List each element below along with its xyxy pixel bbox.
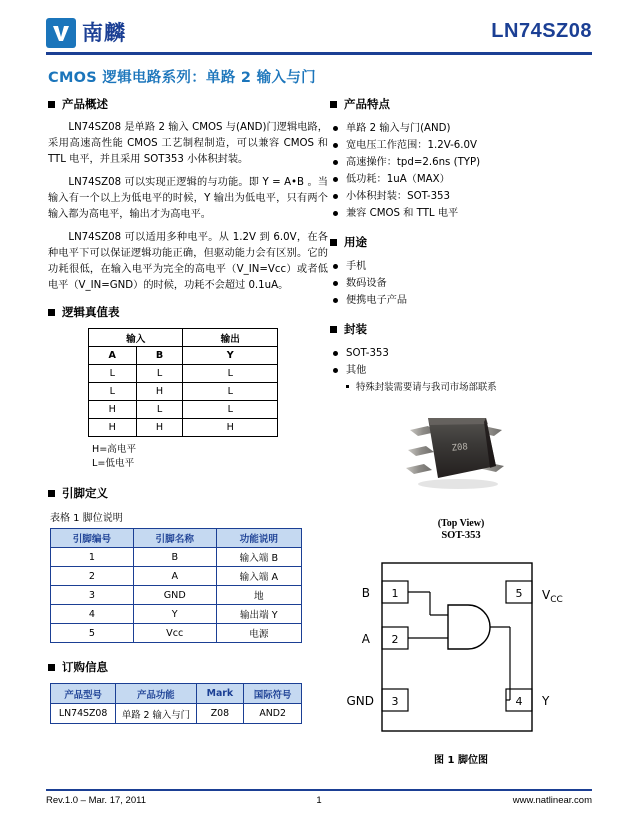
section-heading-applications-label: 用途: [344, 235, 367, 249]
section-heading-overview-label: 产品概述: [62, 97, 108, 111]
pin-cell: 地: [216, 586, 301, 605]
pin-definition-table: [50, 528, 302, 643]
list-item: 高速操作：tpd=2.6ns (TYP): [330, 154, 592, 171]
pin-cell: 3: [51, 586, 134, 605]
order-cell: AND2: [244, 704, 302, 724]
table-row: [89, 419, 278, 437]
list-item: 小体积封装：SOT-353: [330, 188, 592, 205]
section-heading-package-label: 封装: [344, 322, 367, 336]
package-photo-wrap: [330, 406, 592, 516]
section-heading-overview: [48, 96, 328, 112]
section-heading-order-info: [48, 659, 328, 675]
pin-cell: 1: [51, 548, 134, 567]
pin-cell: 输出端 Y: [216, 605, 301, 624]
section-heading-applications: [330, 234, 592, 250]
pin-cell: Y: [133, 605, 216, 624]
pin-col-number: 引脚编号: [51, 529, 134, 548]
pin-cell: 电源: [216, 624, 301, 643]
logo-mark-icon: [46, 18, 76, 48]
bullet-square-icon: [48, 664, 55, 671]
table-row: [51, 624, 302, 643]
pin-table-caption: 表格 1 脚位说明: [50, 513, 123, 524]
truth-table: [88, 328, 278, 437]
truth-cell: L: [89, 365, 137, 383]
page-footer: [46, 795, 592, 806]
pin-cell: A: [133, 567, 216, 586]
page-header: [46, 18, 592, 64]
bullet-square-icon: [330, 239, 337, 246]
truth-group-input: 输入: [89, 329, 183, 347]
svg-text:5: 5: [515, 587, 523, 600]
pin-cell: 输入端 B: [216, 548, 301, 567]
svg-text:A: A: [361, 632, 370, 646]
list-item: SOT-353: [330, 345, 592, 362]
section-heading-pin-def: [48, 485, 328, 501]
pin-diagram: [330, 555, 592, 745]
table-row: [51, 586, 302, 605]
company-name: 南麟: [82, 20, 126, 45]
footer-revision: Rev.1.0 – Mar. 17, 2011: [46, 795, 146, 806]
list-item: 低功耗：1uA（MAX）: [330, 171, 592, 188]
svg-text:GND: GND: [346, 694, 374, 708]
legend-high: H=高电平: [92, 444, 137, 455]
features-list: [330, 120, 592, 222]
truth-cell: L: [136, 365, 183, 383]
truth-cell: H: [89, 419, 137, 437]
pin-diagram-svg: [330, 555, 592, 745]
package-note: 特殊封装需要请与我司市场部联系: [330, 379, 592, 396]
svg-text:VCC: $V_{CC}$: [542, 588, 563, 605]
list-item: 单路 2 输入与门(AND): [330, 120, 592, 137]
footer-divider: [46, 789, 592, 791]
bullet-square-icon: [48, 309, 55, 316]
svg-text:1: 1: [391, 587, 399, 600]
order-info-table: [50, 683, 302, 724]
svg-text:B: B: [361, 586, 370, 600]
table-row: [89, 401, 278, 419]
bullet-square-icon: [330, 101, 337, 108]
truth-col-b: B: [136, 347, 183, 365]
figure-caption: 图 1 脚位图: [434, 755, 488, 766]
list-item: 便携电子产品: [330, 292, 592, 309]
list-item: 兼容 CMOS 和 TTL 电平: [330, 205, 592, 222]
package-photo-caption2: SOT-353: [441, 530, 481, 541]
order-col-model: 产品型号: [51, 684, 116, 704]
svg-text:3: 3: [391, 695, 399, 708]
package-photo-sot353: [392, 406, 520, 492]
truth-cell: H: [183, 419, 278, 437]
part-number: LN74SZ08: [491, 20, 592, 42]
package-photo-caption: (Top View): [437, 518, 485, 529]
legend-low: L=低电平: [92, 458, 135, 469]
order-col-function: 产品功能: [116, 684, 196, 704]
pin-col-function: 功能说明: [216, 529, 301, 548]
truth-cell: H: [136, 383, 183, 401]
truth-table-legend: [92, 443, 328, 471]
svg-text:Z08: Z08: [451, 442, 469, 454]
truth-cell: L: [183, 365, 278, 383]
list-item: 其他: [330, 362, 592, 379]
right-column: [330, 96, 592, 766]
truth-group-output: 输出: [183, 329, 278, 347]
pin-col-name: 引脚名称: [133, 529, 216, 548]
list-item: 数码设备: [330, 275, 592, 292]
truth-col-a: A: [89, 347, 137, 365]
left-column: [48, 96, 328, 724]
pin-cell: B: [133, 548, 216, 567]
section-heading-features: [330, 96, 592, 112]
truth-col-y: Y: [183, 347, 278, 365]
truth-cell: H: [89, 401, 137, 419]
bullet-square-icon: [48, 101, 55, 108]
pin-cell: 输入端 A: [216, 567, 301, 586]
order-cell: LN74SZ08: [51, 704, 116, 724]
order-cell: 单路 2 输入与门: [116, 704, 196, 724]
bullet-square-icon: [330, 326, 337, 333]
section-heading-pin-def-label: 引脚定义: [62, 486, 108, 500]
section-heading-package: [330, 321, 592, 337]
truth-cell: L: [136, 401, 183, 419]
section-heading-truth-table: [48, 304, 328, 320]
pin-cell: 4: [51, 605, 134, 624]
table-row: [89, 329, 278, 347]
order-col-mark: Mark: [196, 684, 244, 704]
table-header-row: [51, 529, 302, 548]
applications-list: [330, 258, 592, 309]
header-divider: [46, 52, 592, 55]
table-row: [51, 704, 302, 724]
footer-page-number: 1: [316, 795, 322, 806]
pin-cell: GND: [133, 586, 216, 605]
truth-cell: L: [183, 383, 278, 401]
table-row: [51, 605, 302, 624]
section-heading-order-info-label: 订购信息: [62, 660, 108, 674]
table-row: [51, 548, 302, 567]
table-row: [51, 567, 302, 586]
table-header-row: [51, 684, 302, 704]
section-heading-truth-table-label: 逻辑真值表: [62, 305, 120, 319]
overview-paragraph-1: LN74SZ08 是单路 2 输入 CMOS 与(AND)门逻辑电路，采用高速高性能 CMOS 工艺制程制造，可以兼容 CMOS 和 TTL 电平，并且采用 SOT353 小体积封装。: [48, 122, 328, 165]
page-title: CMOS 逻辑电路系列：单路 2 输入与门: [48, 70, 316, 86]
svg-text:4: 4: [515, 695, 523, 708]
list-item: 手机: [330, 258, 592, 275]
bullet-square-icon: [48, 490, 55, 497]
order-cell: Z08: [196, 704, 244, 724]
truth-cell: H: [136, 419, 183, 437]
list-item: 宽电压工作范围：1.2V-6.0V: [330, 137, 592, 154]
svg-text:Y: Y: [542, 694, 550, 708]
pin-cell: 5: [51, 624, 134, 643]
company-logo: [46, 18, 126, 48]
footer-website[interactable]: www.natlinear.com: [512, 795, 592, 806]
table-row: [89, 347, 278, 365]
table-row: [89, 383, 278, 401]
truth-cell: L: [183, 401, 278, 419]
order-col-symbol: 国际符号: [244, 684, 302, 704]
overview-paragraph-3: LN74SZ08 可以适用多种电平。从 1.2V 到 6.0V，在各种电平下可以保证逻辑功能正确，但驱动能力会有区别。它的功耗很低，在输入电平为完全的高电平（V_IN=Vcc）或者低电平（V_IN=GND）的时候，功耗不会超过 0.1uA。: [48, 232, 328, 291]
table-row: [89, 365, 278, 383]
package-list: [330, 345, 592, 396]
pin-cell: Vcc: [133, 624, 216, 643]
section-heading-features-label: 产品特点: [344, 97, 390, 111]
overview-paragraph-2: LN74SZ08 可以实现正逻辑的与功能。即 Y = A•B 。当输入有一个以上为低电平的时候，Y 输出为低电平，只有两个输入都为高电平，输出才为高电平。: [48, 177, 328, 220]
pin-cell: 2: [51, 567, 134, 586]
svg-text:2: 2: [391, 633, 399, 646]
truth-cell: L: [89, 383, 137, 401]
